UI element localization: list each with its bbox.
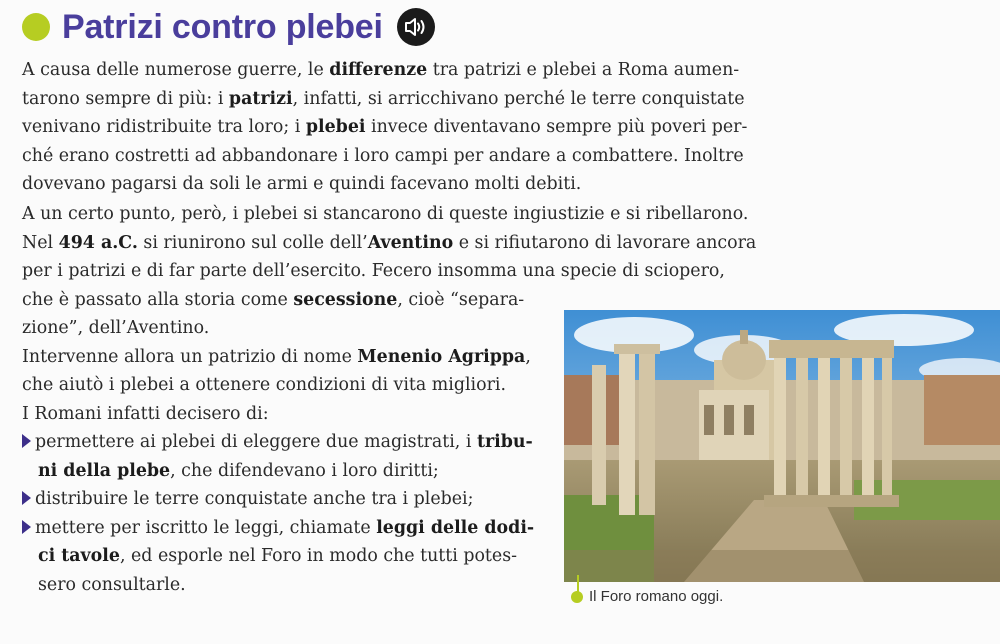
keyword-secessione: secessione — [293, 289, 398, 310]
triangle-bullet-icon — [22, 434, 31, 448]
photo-caption — [571, 588, 723, 605]
circle-bullet-icon — [571, 591, 583, 603]
paragraph-2: A un certo punto, però, i plebei si stancarono di queste ingiustizie e si ribellarono. Nel 494 a.C. si riunirono sul colle dell’Aventino e si rifiutarono di lavorare ancora per i patrizi e di far parte dell’esercito. Fecero insomma una specie di sciopero, che è passato alla storia come secessione, cioè “separa- zione”, dell’Aventino. Intervenne allora un patrizio di nome Menenio Agrippa, che aiutò i plebei a ottenere condizioni di vita migliori. I Romani infatti decisero di: permettere ai plebei di eleggere due magistrati, i tribu- ni della plebe, che difendevano i loro diritti; distribuire le terre conquistate anche tra i plebei; mettere per iscritto le leggi, chiamate leggi delle dodi- ci tavole, ed esporle nel Foro in modo che tutti potes- sero consultarle. — [22, 200, 766, 599]
keyword-menenio-agrippa: Menenio Agrippa — [357, 346, 526, 367]
keyword-494: 494 a.C. — [58, 232, 138, 253]
page-title: Patrizi contro plebei — [62, 7, 383, 46]
keyword-aventino: Aventino — [367, 232, 454, 253]
triangle-bullet-icon — [22, 520, 31, 534]
audio-play-button[interactable] — [397, 8, 435, 46]
roman-forum-photo — [564, 310, 1000, 582]
caption-text: Il Foro romano oggi. — [589, 588, 724, 605]
triangle-bullet-icon — [22, 491, 31, 505]
keyword-plebei: plebei — [305, 117, 366, 137]
list-item-3: mettere per iscritto le leggi, chiamate leggi delle dodi- — [22, 514, 766, 543]
keyword-patrizi: patrizi — [228, 88, 293, 109]
speaker-icon — [403, 16, 429, 38]
paragraph-1: A causa delle numerose guerre, le differenze tra patrizi e plebei a Roma aumen- tarono sempre di più: i patrizi, infatti, si arricchivano perché le terre conquistate venivano ridistribuite tra loro; i plebei invece diventavano sempre più poveri per- ché erano costretti ad abbandonare i loro campi per andare a combattere. Inoltre dovevano pagarsi da soli le armi e quindi facevano molti debiti. — [22, 60, 748, 194]
keyword-differenze: differenze — [329, 60, 428, 80]
section-heading — [22, 4, 435, 50]
list-item-2: distribuire le terre conquistate anche tra i plebei; — [22, 485, 766, 514]
circle-bullet-icon — [22, 13, 50, 41]
list-item-1: permettere ai plebei di eleggere due magistrati, i tribu- — [22, 428, 766, 457]
